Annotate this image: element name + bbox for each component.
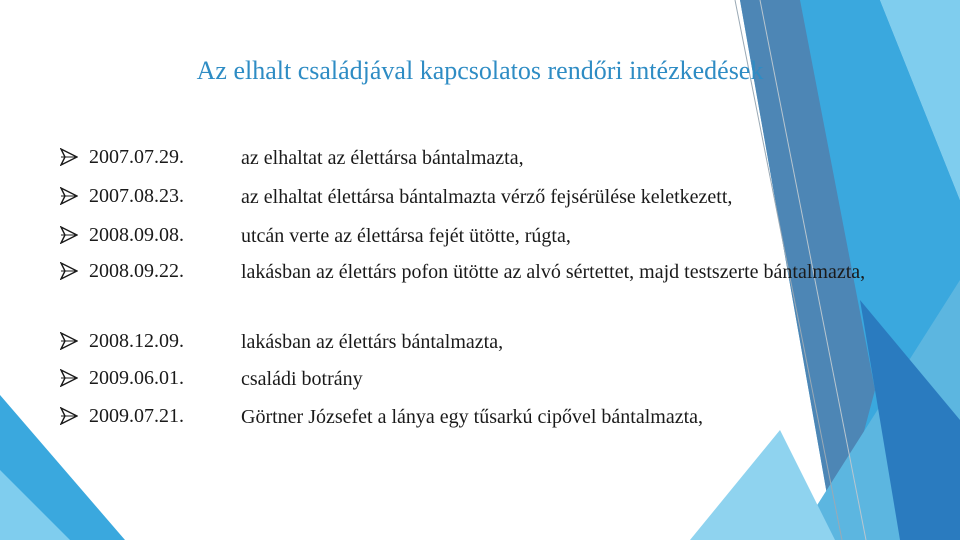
item-text: családi botrány — [241, 368, 363, 390]
arrowhead-bullet-icon — [60, 407, 78, 425]
item-date: 2008.09.08. — [89, 224, 184, 246]
item-date: 2007.08.23. — [89, 185, 184, 207]
page-title: Az elhalt családjával kapcsolatos rendőri intézkedések — [196, 56, 764, 85]
item-text: lakásban az élettárs pofon ütötte az alvó sértettet, majd testszerte bántalmazta, — [241, 261, 866, 283]
arrowhead-bullet-icon — [60, 148, 78, 166]
item-text: Görtner Józsefet a lánya egy tűsarkú cipővel bántalmazta, — [241, 406, 704, 428]
arrowhead-bullet-icon — [60, 262, 78, 280]
item-date: 2008.12.09. — [89, 330, 184, 352]
item-date: 2009.06.01. — [89, 367, 184, 389]
item-date: 2007.07.29. — [89, 146, 184, 168]
arrowhead-bullet-icon — [60, 226, 78, 244]
arrowhead-bullet-icon — [60, 187, 78, 205]
item-date: 2009.07.21. — [89, 405, 184, 427]
item-text: az elhaltat élettársa bántalmazta vérző fejsérülése keletkezett, — [241, 186, 733, 208]
item-text: lakásban az élettárs bántalmazta, — [241, 331, 504, 353]
item-date: 2008.09.22. — [89, 260, 184, 282]
arrowhead-bullet-icon — [60, 332, 78, 350]
item-text: az elhaltat az élettársa bántalmazta, — [241, 147, 524, 169]
arrowhead-bullet-icon — [60, 369, 78, 387]
item-text: utcán verte az élettársa fejét ütötte, rúgta, — [241, 225, 571, 247]
